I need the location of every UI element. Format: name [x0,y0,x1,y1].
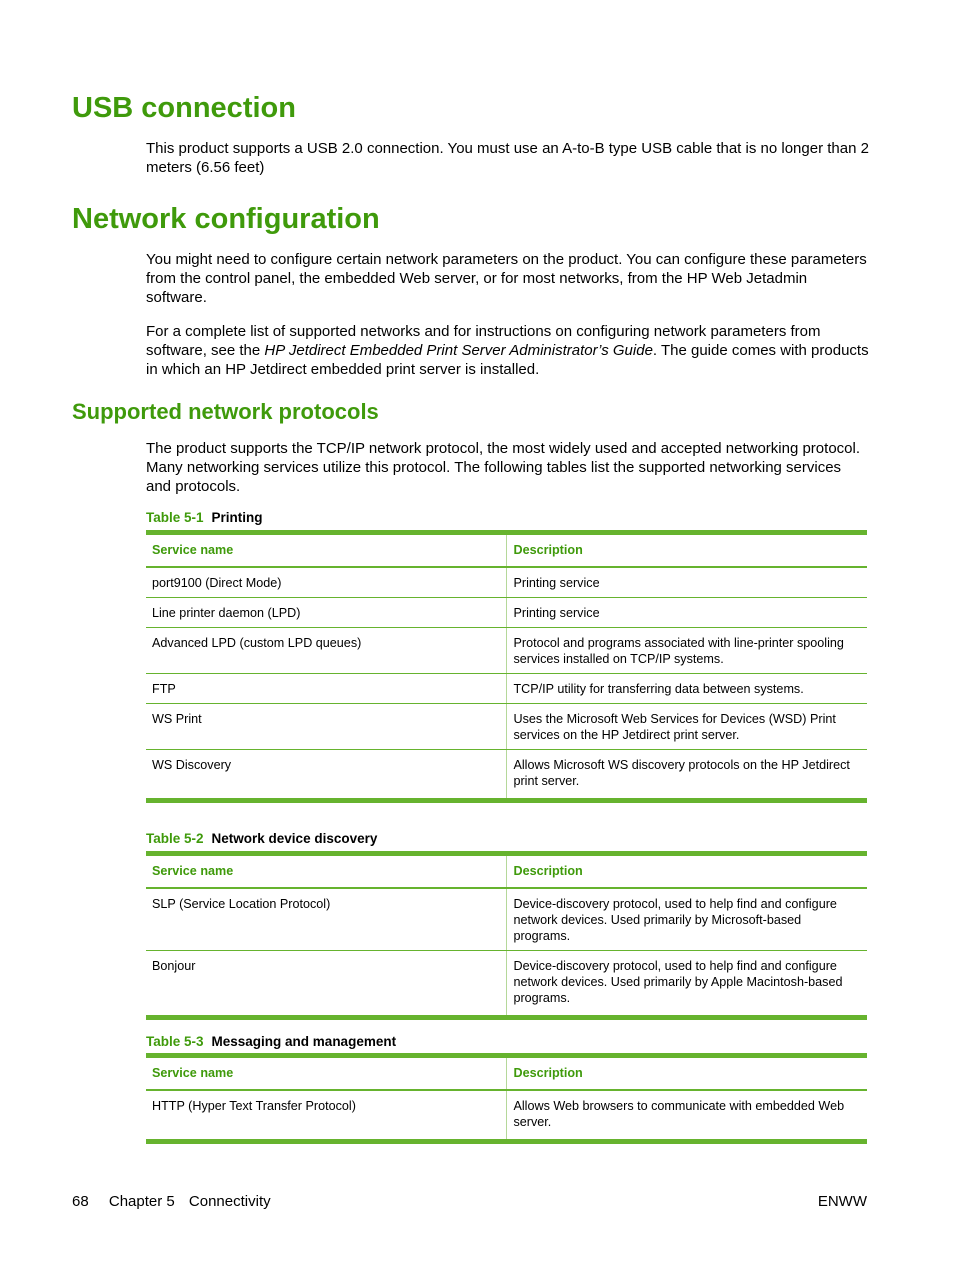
table-row [146,674,867,704]
table-caption [146,1034,396,1049]
description-cell: Protocol and programs associated with line-printer spooling services installed on TCP/IP systems. [507,628,867,674]
usb-connection-heading: USB connection [72,92,296,124]
table-row [146,888,867,951]
description-cell: Uses the Microsoft Web Services for Devices (WSD) Print services on the HP Jetdirect print server. [507,704,867,750]
service-name-cell: HTTP (Hyper Text Transfer Protocol) [146,1090,507,1142]
printing-table [146,530,867,803]
table-number: Table 5-2 [146,831,204,846]
service-name-cell: port9100 (Direct Mode) [146,567,507,598]
table-header-row [146,854,867,889]
table-row [146,704,867,750]
footer-edition-code: ENWW [817,1193,867,1210]
supported-protocols-text: The product supports the TCP/IP network protocol, the most widely used and accepted networking protocol. Many networking services utilize this protocol. The following tables list the supported networking services and protocols. [146,440,861,495]
guide-title: HP Jetdirect Embedded Print Server Administrator’s Guide [264,342,653,359]
description-cell: Printing service [507,567,867,598]
table-title: Messaging and management [211,1034,397,1049]
network-configuration-text-1: You might need to configure certain network parameters on the product. You can configure these parameters from the control panel, the embedded Web server, or for most networks, from the HP Web Jetadmin software. [146,251,867,306]
table-header-row [146,533,867,568]
service-name-cell: FTP [146,674,507,704]
description-cell: Device-discovery protocol, used to help find and configure network devices. Used primarily by Microsoft-based programs. [507,888,867,951]
table-number: Table 5-1 [146,510,204,525]
column-header-description: Description [507,533,867,568]
service-name-cell: Advanced LPD (custom LPD queues) [146,628,507,674]
guide-reference-tail: . The guide comes with products in which an HP Jetdirect embedded print server is installed. [146,342,869,378]
table-row [146,951,867,1018]
supported-protocols-heading: Supported network protocols [72,399,379,424]
guide-reference-lead: For a complete list of supported networks and for instructions on configuring network parameters from software, see the [146,323,821,359]
service-name-cell: SLP (Service Location Protocol) [146,888,507,951]
table-row [146,1090,867,1142]
network-device-discovery-table [146,851,867,1020]
table-caption [146,831,377,846]
page-number: 68 [72,1193,89,1210]
footer-chapter-title: Connectivity [188,1193,271,1210]
footer-chapter: Chapter 5 [108,1193,175,1210]
service-name-cell: WS Print [146,704,507,750]
service-name-cell: Bonjour [146,951,507,1018]
network-configuration-text-2 [146,322,870,379]
table-row [146,567,867,598]
service-name-cell: Line printer daemon (LPD) [146,598,507,628]
column-header-description: Description [507,1056,867,1091]
network-configuration-heading: Network configuration [72,203,380,235]
description-cell: Allows Microsoft WS discovery protocols on the HP Jetdirect print server. [513,758,850,788]
table-number: Table 5-3 [146,1034,204,1049]
column-header-service-name: Service name [146,533,507,568]
service-name-cell: WS Discovery [146,750,507,801]
column-header-service-name: Service name [146,1056,507,1091]
table-header-row [146,1056,867,1091]
description-cell: TCP/IP utility for transferring data between systems. [507,674,867,704]
table-row [146,598,867,628]
table-caption [146,510,263,525]
table-title: Network device discovery [211,831,378,846]
column-header-description: Description [507,854,867,889]
description-cell: Device-discovery protocol, used to help find and configure network devices. Used primarily by Apple Macintosh-based programs. [513,959,843,1005]
messaging-management-table [146,1053,867,1144]
description-cell: Allows Web browsers to communicate with embedded Web server. [513,1099,845,1129]
column-header-service-name: Service name [146,854,507,889]
usb-connection-text: This product supports a USB 2.0 connection. You must use an A-to-B type USB cable that is no longer than 2 meters (6.56 feet) [146,140,869,176]
page-footer-left [72,1193,271,1210]
table-row [146,628,867,674]
description-cell: Printing service [507,598,867,628]
table-row [146,750,867,801]
table-title: Printing [211,510,263,525]
